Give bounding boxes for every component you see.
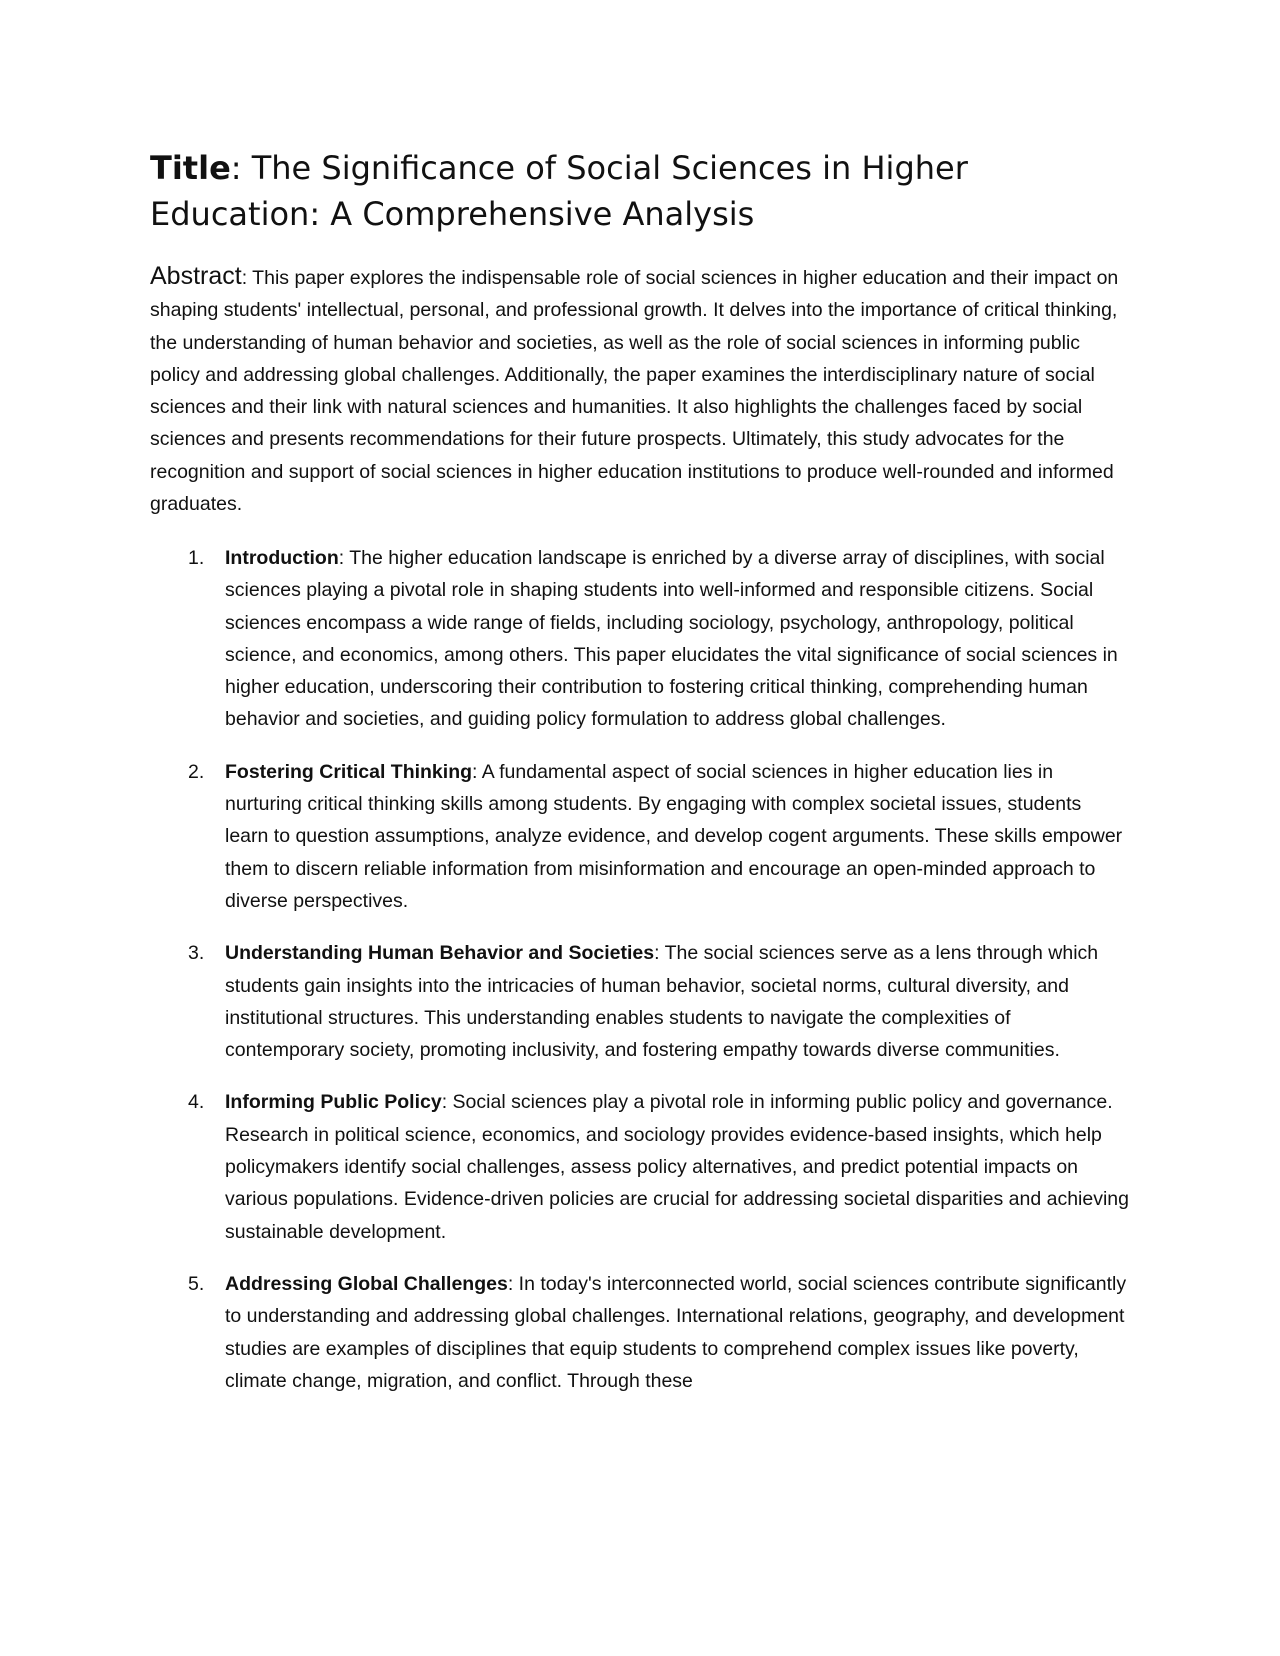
section-item-human-behavior — [150, 937, 1130, 1066]
section-number: 1. — [188, 547, 205, 569]
section-number: 2. — [188, 760, 205, 783]
abstract-paragraph — [150, 260, 1130, 520]
section-item-global-challenges — [150, 1268, 1130, 1397]
title-label: Title — [150, 149, 231, 187]
abstract-text: : This paper explores the indispensable role of social sciences in higher education and their impact on shaping students' intellectual, personal, and professional growth. It delves into the importance of critical thinking, the understanding of human behavior and societies, as well as the role of social sciences in informing public policy and addressing global challenges. Additionally, the paper examines the interdisciplinary nature of social sciences and their link with natural sciences and humanities. It also highlights the challenges faced by social sciences and presents recommendations for their future prospects. Ultimately, this study advocates for the recognition and support of social sciences in higher education institutions to produce well-rounded and informed graduates. — [150, 267, 1119, 516]
section-text: : The higher education landscape is enriched by a diverse array of disciplines, with social sciences playing a pivotal role in shaping students into well-informed and responsible citizens. Social sciences encompass a wide range of fields, including sociology, psychology, anthropology, political science, and economics, among others. This paper elucidates the vital significance of social sciences in higher education, underscoring their contribution to fostering critical thinking, comprehending human behavior and societies, and guiding policy formulation to address global challenges. — [225, 547, 1118, 731]
section-text: : A fundamental aspect of social sciences in higher education lies in nurturing critical thinking skills among students. By engaging with complex societal issues, students learn to question assumptions, analyze evidence, and develop cogent arguments. These skills empower them to discern reliable information from misinformation and encourage an open-minded approach to diverse perspectives. — [225, 760, 1123, 912]
section-list — [150, 542, 1130, 1417]
section-number: 5. — [188, 1272, 205, 1295]
section-heading: Fostering Critical Thinking — [225, 760, 473, 783]
section-item-introduction — [150, 542, 1130, 736]
section-text: : The social sciences serve as a lens through which students gain insights into the intricacies of human behavior, societal norms, cultural diversity, and institutional structures. This understanding enables students to navigate the complexities of contemporary society, promoting inclusivity, and fostering empathy towards diverse communities. — [225, 942, 1099, 1062]
section-number: 4. — [188, 1091, 205, 1114]
section-heading: Informing Public Policy — [225, 1091, 442, 1114]
title-text: : The Significance of Social Sciences in Higher Education: A Comprehensive Analysis — [150, 149, 968, 233]
abstract-label: Abstract — [150, 262, 242, 290]
section-text: : In today's interconnected world, social sciences contribute significantly to understanding and addressing global challenges. International relations, geography, and development studies are examples of disciplines that equip students to comprehend complex issues like poverty, climate change, migration, and conflict. Through these — [225, 1272, 1127, 1392]
section-number: 3. — [188, 942, 205, 965]
section-heading: Addressing Global Challenges — [225, 1272, 508, 1295]
section-item-critical-thinking — [150, 756, 1130, 917]
section-heading: Understanding Human Behavior and Societies — [225, 942, 655, 965]
section-heading: Introduction — [225, 547, 339, 569]
section-item-public-policy — [150, 1086, 1130, 1247]
section-text: : Social sciences play a pivotal role in informing public policy and governance. Research in political science, economics, and sociology provides evidence-based insights, which help policymakers identify social challenges, assess policy alternatives, and predict potential impacts on various populations. Evidence-driven policies are crucial for addressing societal disparities and achieving sustainable development. — [225, 1091, 1129, 1243]
document-title — [150, 145, 1130, 237]
